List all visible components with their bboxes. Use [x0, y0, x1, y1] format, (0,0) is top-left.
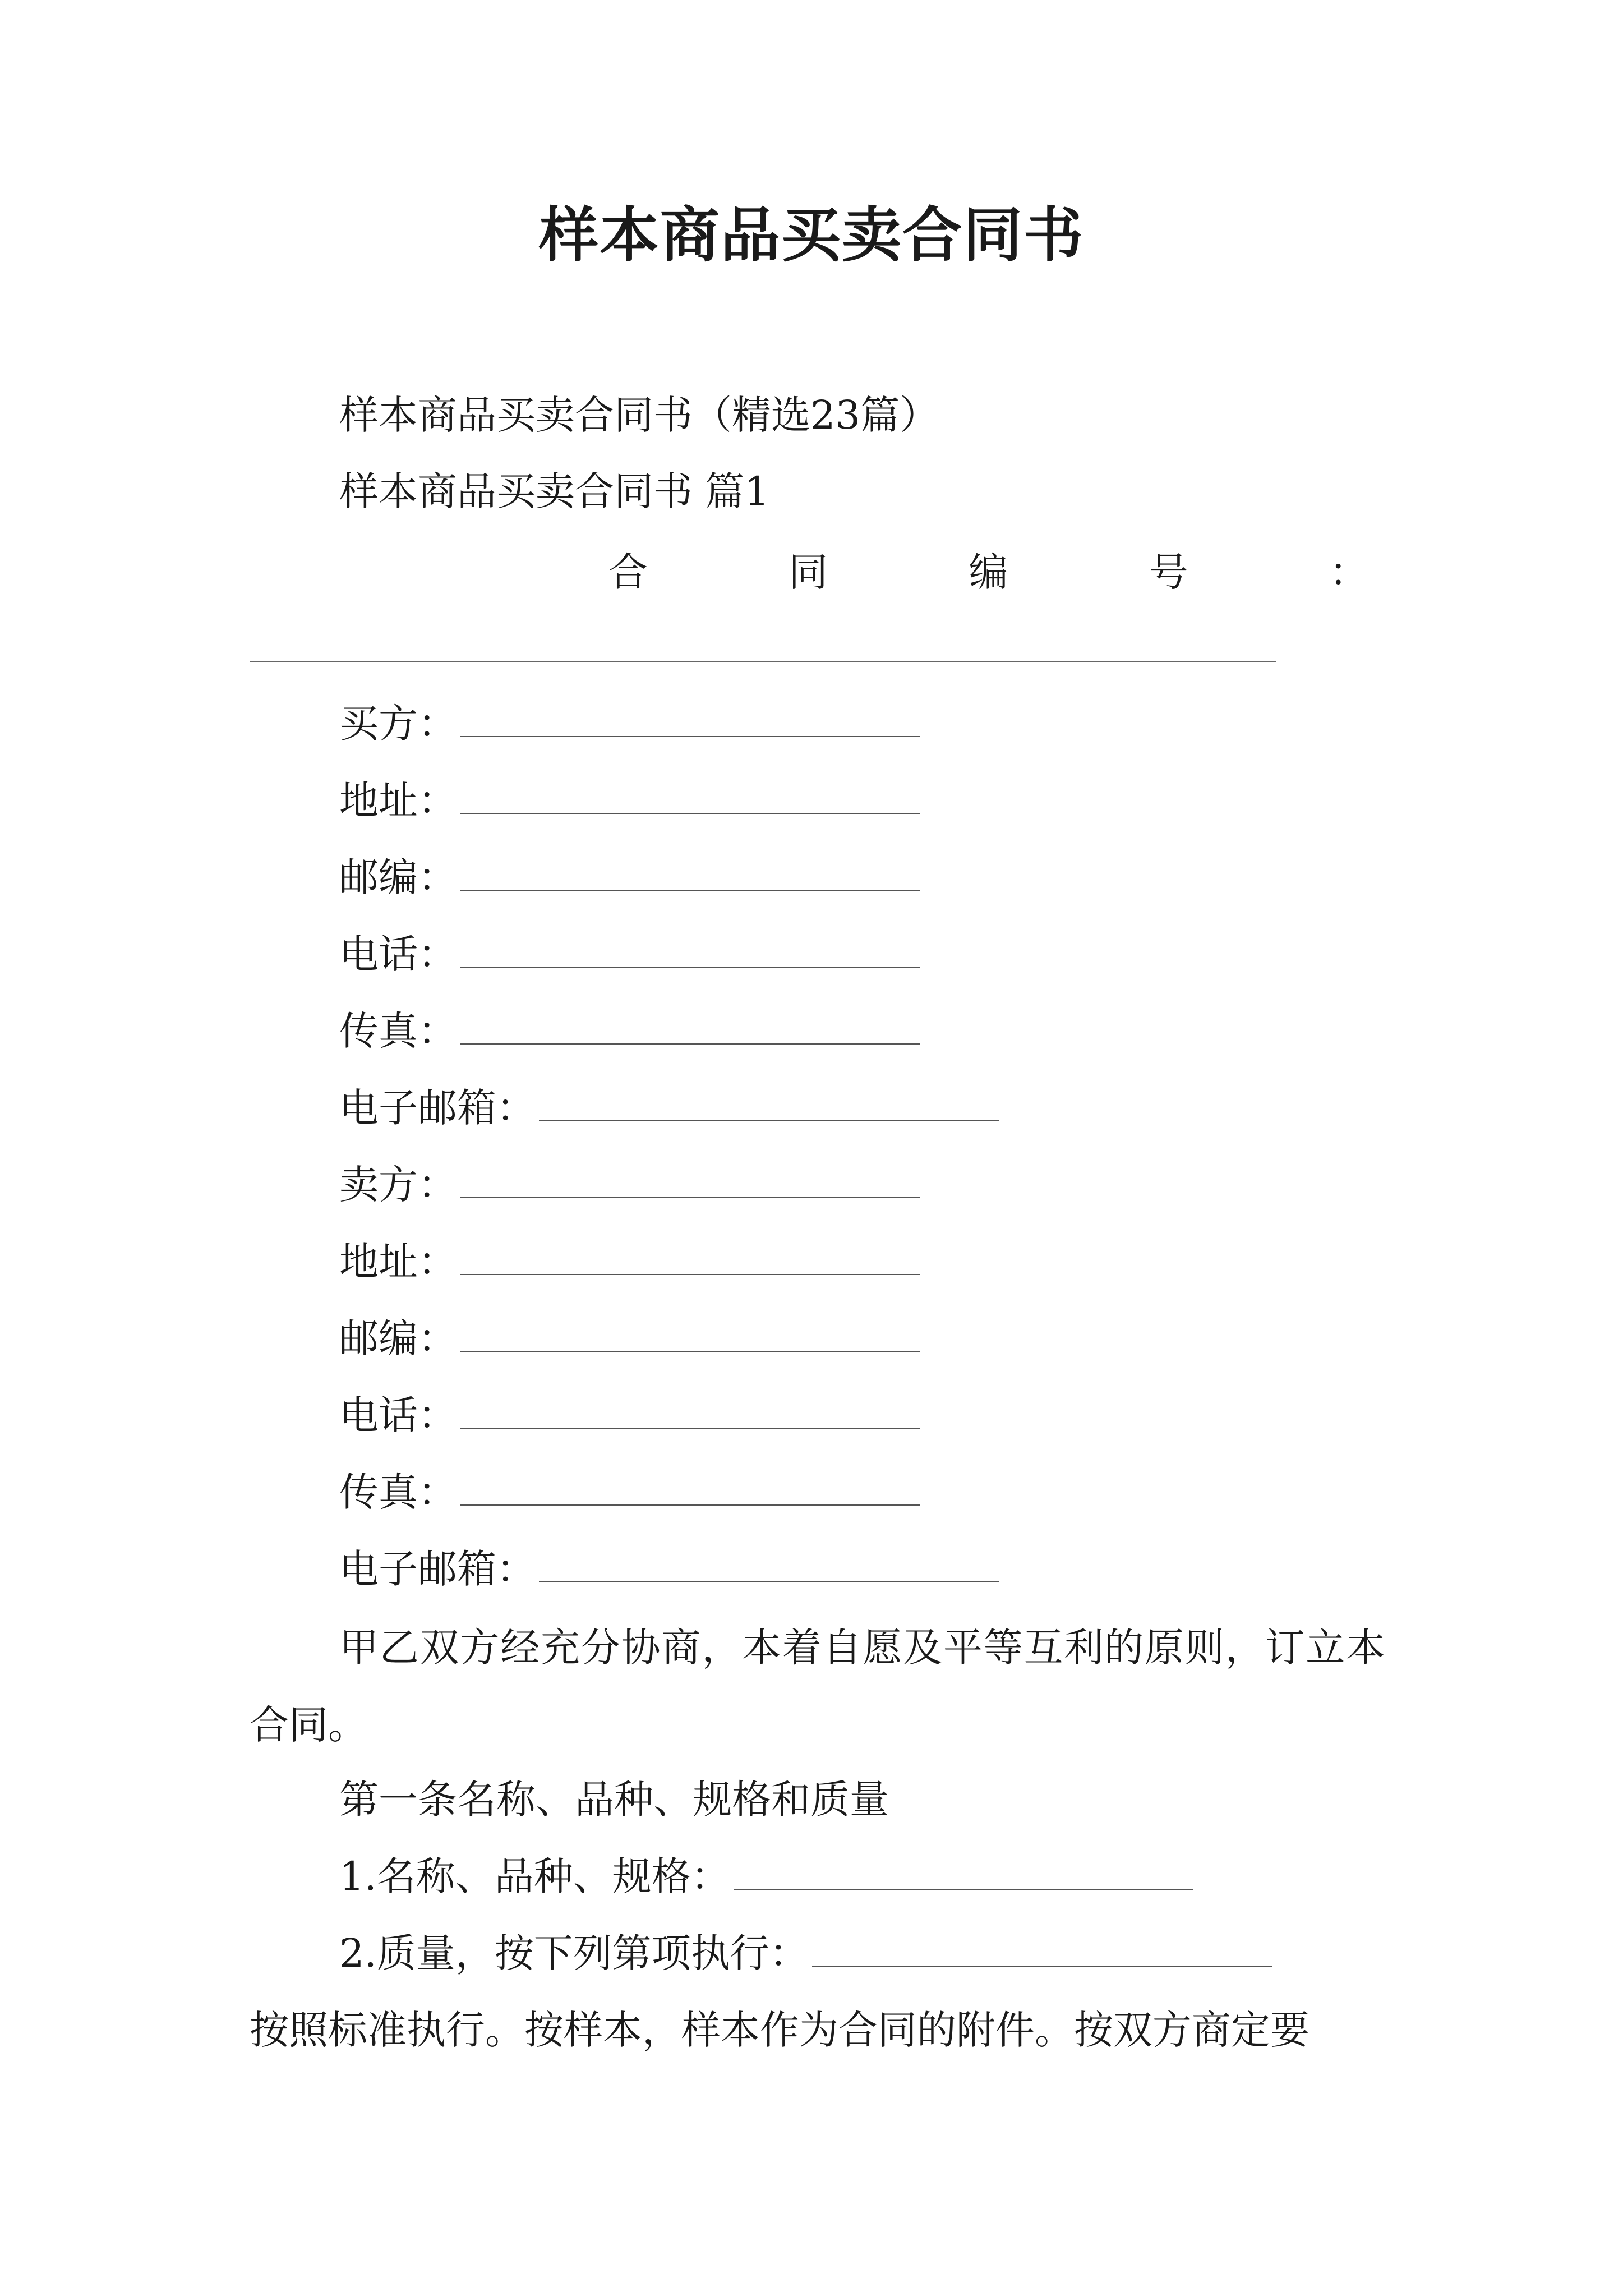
buyer-name-row [339, 696, 920, 752]
contract-number-char: 号 [1149, 549, 1188, 595]
seller-fax-row [339, 1464, 920, 1520]
document-title: 样本商品买卖合同书 [539, 201, 1084, 270]
seller-email-row [339, 1541, 999, 1597]
article-1-item-2-label: 2.质量，按下列第项执行： [339, 1930, 809, 1976]
seller-address-row [339, 1234, 920, 1290]
contract-number-label [608, 544, 1368, 600]
article-1-item-1-field[interactable] [734, 1855, 1193, 1890]
seller-name-row [339, 1157, 920, 1213]
buyer-postcode-label: 邮编： [339, 854, 457, 900]
buyer-email-row [339, 1080, 999, 1136]
seller-postcode-field[interactable] [460, 1317, 920, 1352]
buyer-fax-field[interactable] [460, 1010, 920, 1045]
buyer-address-field[interactable] [460, 779, 920, 814]
article-1-item-1-label: 1.名称、品种、规格： [339, 1853, 730, 1899]
article-1-item-1-row [339, 1848, 1193, 1904]
seller-address-field[interactable] [460, 1240, 920, 1275]
buyer-postcode-row [339, 849, 920, 905]
article-1-item-2-row [339, 1925, 1272, 1981]
buyer-name-label: 买方： [339, 701, 457, 747]
seller-phone-field[interactable] [460, 1394, 920, 1429]
seller-phone-label: 电话： [339, 1392, 457, 1438]
article-1-item-2-field[interactable] [812, 1932, 1272, 1967]
contract-number-char: 编 [969, 549, 1008, 595]
buyer-fax-label: 传真： [339, 1008, 457, 1054]
buyer-name-field[interactable] [460, 702, 920, 737]
buyer-postcode-field[interactable] [460, 856, 920, 891]
buyer-address-label: 地址： [339, 777, 457, 823]
seller-email-field[interactable] [539, 1548, 999, 1582]
contract-number-char: ： [1329, 549, 1368, 595]
seller-address-label: 地址： [339, 1239, 457, 1285]
buyer-fax-row [339, 1003, 920, 1059]
seller-postcode-label: 邮编： [339, 1315, 457, 1361]
seller-postcode-row [339, 1310, 920, 1366]
seller-name-field[interactable] [460, 1163, 920, 1198]
contract-number-char: 合 [608, 549, 648, 595]
seller-email-label: 电子邮箱： [339, 1546, 536, 1592]
buyer-phone-label: 电话： [339, 931, 457, 977]
article-1-heading: 第一条名称、品种、规格和质量 [339, 1777, 889, 1823]
buyer-phone-field[interactable] [460, 933, 920, 968]
seller-fax-label: 传真： [339, 1469, 457, 1515]
intro-paragraph: 甲乙双方经充分协商，本着自愿及平等互利的原则，订立本合同。 [250, 1625, 1385, 1748]
buyer-address-row [339, 772, 920, 829]
buyer-phone-row [339, 926, 920, 982]
buyer-email-label: 电子邮箱： [339, 1085, 536, 1131]
article-1-item-2-continued: 按照标准执行。按样本，样本作为合同的附件。按双方商定要 [250, 2007, 1310, 2053]
section-heading: 样本商品买卖合同书 篇1 [339, 468, 769, 514]
contract-number-char: 同 [789, 549, 828, 595]
subtitle: 样本商品买卖合同书（精选23篇） [339, 392, 939, 438]
contract-number-field[interactable] [250, 661, 1276, 662]
seller-phone-row [339, 1387, 920, 1443]
buyer-email-field[interactable] [539, 1087, 999, 1121]
seller-fax-field[interactable] [460, 1471, 920, 1506]
seller-name-label: 卖方： [339, 1162, 457, 1208]
